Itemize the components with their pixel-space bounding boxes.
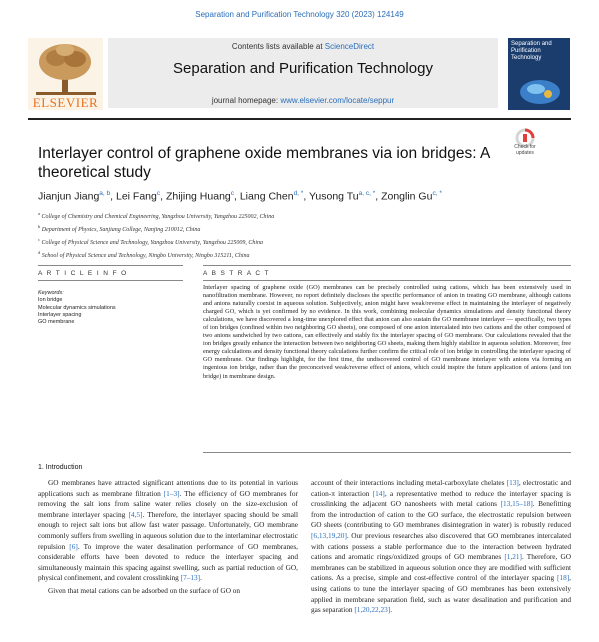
body-text: , using cations to tune the interlayer spacing of GO membranes has been extensively applied in membrane separation field, such as water desalination and purification and gas separation [311,573,571,615]
affiliation-list [38,209,438,261]
reference-link[interactable]: [6] [69,541,78,551]
keyword-item: Interlayer spacing [38,311,82,318]
affiliation-text: College of Physical Science and Technology, Yangzhou University, Yangzhou 225009, China [41,240,263,246]
body-text: . The efficiency of GO membranes for removing the salt ions from saline water relies closely on the size-exclusion of membrane interlayer spacing [38,488,298,519]
keyword-item: Molecular dynamics simulations [38,304,116,311]
body-text: , electrostatic and cation-π interaction [311,478,571,498]
reference-link[interactable]: [14] [372,488,385,498]
author-name[interactable]: Zonglin Gu [381,190,433,203]
sciencedirect-link[interactable]: ScienceDirect [324,42,375,51]
affiliation-text: Department of Physics, Sanjiang College, Nanjing 210012, China [41,227,201,233]
abstract-label: A B S T R A C T [203,270,270,277]
body-text: . To improve the water desalination performance of GO membranes, considerable efforts have been devoted to reduce the interlayer spacing and simultaneously maintain this spacing against swelling, such as partial reduction of GO, physical confinement, and covalent crosslinking [38,541,298,583]
journal-homepage-line [108,96,498,105]
author-name[interactable]: Yusong Tu [308,190,359,203]
reference-link[interactable]: [13,15–18] [500,499,533,509]
cover-title: Separation and Purification Technology [511,41,552,61]
reference-link[interactable]: [6,13,19,20] [311,530,347,540]
author-list: Jianjun Jiang$^{a, b}$, Lei Fang$^c$, Zhijing Huang$^c$, Liang Chen$^{d, *}$, Yusong $Tu^{a, c, *}$, Zonglin $Gu^{c, *}$ [38,190,442,203]
contents-prefix: Contents lists available at [231,42,325,51]
affiliation-item [38,209,438,222]
author-affiliation-marks[interactable]: c [156,190,161,197]
homepage-prefix: journal homepage: [211,96,281,105]
author-affiliation-marks[interactable]: c, * [432,190,442,197]
introduction-left-column [38,478,298,597]
reference-link[interactable]: [4,5] [128,509,143,519]
introduction-heading: 1. Introduction [38,464,83,471]
body-text: . Therefore, GO membranes can be stabilized in aqueous solution once they are modified with sufficient cations. As a precise, simple and cost-effective control of the interlayer spacing [311,552,572,583]
body-text: GO membranes have attracted significant attentions due to its potential in various applications such as membrane filtration [38,478,298,498]
journal-title[interactable]: Separation and Purification Technology [173,60,433,77]
reference-link[interactable]: [13] [506,478,519,487]
cover-art-icon [518,72,562,106]
affiliation-item [38,235,438,248]
author-name[interactable]: Liang Chen [239,190,294,203]
keyword-item: GO membrane [38,319,75,326]
publisher-name: ELSEVIER [32,95,99,110]
author-name[interactable]: Zhijing Huang [165,190,231,203]
author-affiliation-marks[interactable]: d, * [293,190,304,197]
abstract-divider [203,280,571,281]
journal-cover-thumbnail[interactable] [508,38,570,110]
article-info-top-rule [38,265,183,266]
author-name[interactable]: Lei Fang [115,190,157,203]
intro-paragraph [311,478,571,616]
affiliation-item [38,222,438,235]
body-text: account of their interactions including metal-carboxylate chelates [311,478,507,487]
author-affiliation-marks[interactable]: c [230,190,234,197]
abstract-text: Interlayer spacing of graphene oxide (GO) membranes can be precisely controlled using cations, which has been extensively used in nanofiltration membrane. However, no report definitely discloses the specific performance of anion in treating GO membrane, although cations and anions naturally coexist in aqueous solution. Subjectively, anion might have weak/reverse effect in maintaining the interlayer of negatively charged GO, which is yet confirmed by no evidence. In this work, combining molecular dynamics simulations and density functional theory calculations, we have discovered a long-time unexplored effect that anion can also sustain the GO membrane interlayer — specifically, two types of ion bridges (confined within two neighboring GO sheets), one composed of one anion intercalated into two cations and the other composed of two anions sandwiched by two cations, can effectively and stably fix the interlayer spacing of GO membrane. Our calculations revealed that the ion bridges greatly enhance the interaction between two neighboring GO sheets, making them highly stabilize in aqueous solution. Moreover, free energy calculations and density functional theory calculations further confirm the critical role of ion bridge in controlling the interlayer spacing of GO membrane. Our findings highlight, for the first time, the undiscovered control of GO membrane interlayer with anions via forming an ingenious ion bridge, rather than the preconceived weak/reverse effect of anions, which could inspire the future application of anions (and ion bridge) in membrane design. [203,284,572,380]
reference-link[interactable]: [1,21] [504,552,522,562]
body-text: . Therefore, the interlayer spacing should be small enough to reject salt ions but allow fast water passage. Unfortunately, GO membrane commonly suffers from swelling in aqueous solution due to the interlaminar electrostatic repulsion [38,509,298,551]
article-info-label: A R T I C L E I N F O [38,270,128,277]
keywords-title: Keywords: [38,290,64,296]
journal-citation[interactable]: Separation and Purification Technology 320 (2023) 124149 [195,10,404,19]
body-text: . Our previous researches also discovered that GO membranes intercalated with cations possess a stable performance due to the interaction between hydrated cations and aromatic rings/oxidized groups of GO membranes [311,530,571,562]
check-for-updates-label[interactable]: Check for updates [514,144,536,156]
keywords-block [38,290,178,326]
header-divider [28,118,571,120]
contents-line [108,42,498,51]
body-text: . [390,605,393,615]
reference-link[interactable]: [18] [557,573,570,583]
body-text: . Benefitting from the introduction of cation to the GO surface, the electrostatic repulsion between GO sheets (contributing to GO membranes disintegration in water) is robustly reduced [311,499,571,530]
intro-paragraph [38,478,298,584]
journal-homepage-link[interactable]: www.elsevier.com/locate/seppur [280,96,395,105]
affiliation-mark: c [38,237,40,242]
affiliation-item [38,248,438,261]
reference-link[interactable]: [1,20,22,23] [354,605,391,615]
article-info-divider [38,280,183,281]
introduction-right-column [311,478,571,616]
keyword-item: Ion bridge [38,297,63,304]
paper-title: Interlayer control of graphene oxide membranes via ion bridges: A theoretical study [38,145,490,181]
affiliation-mark: b [38,224,41,229]
abstract-bottom-rule [203,452,571,453]
body-text: . [200,573,202,583]
author-affiliation-marks[interactable]: a, b [99,190,111,197]
affiliation-text: School of Physical Science and Technology, Ningbo University, Ningbo 315211, China [41,253,250,259]
affiliation-text: College of Chemistry and Chemical Engineering, Yangzhou University, Yangzhou 225002, China [41,214,275,220]
affiliation-mark: d [38,250,41,255]
body-text: , a representative method to reduce the interlayer spacing is crosslinking the adjacent GO nanosheets with metal cations [311,488,572,509]
reference-link[interactable]: [1–3] [163,488,180,498]
affiliation-mark: a [38,211,40,216]
intro-paragraph: Given that metal cations can be adsorbed on the surface of GO on [48,585,241,595]
abstract-top-rule [203,265,571,266]
author-name[interactable]: Jianjun Jiang [38,190,100,203]
reference-link[interactable]: [7–13] [180,573,201,583]
author-affiliation-marks[interactable]: a, c, * [358,190,376,197]
